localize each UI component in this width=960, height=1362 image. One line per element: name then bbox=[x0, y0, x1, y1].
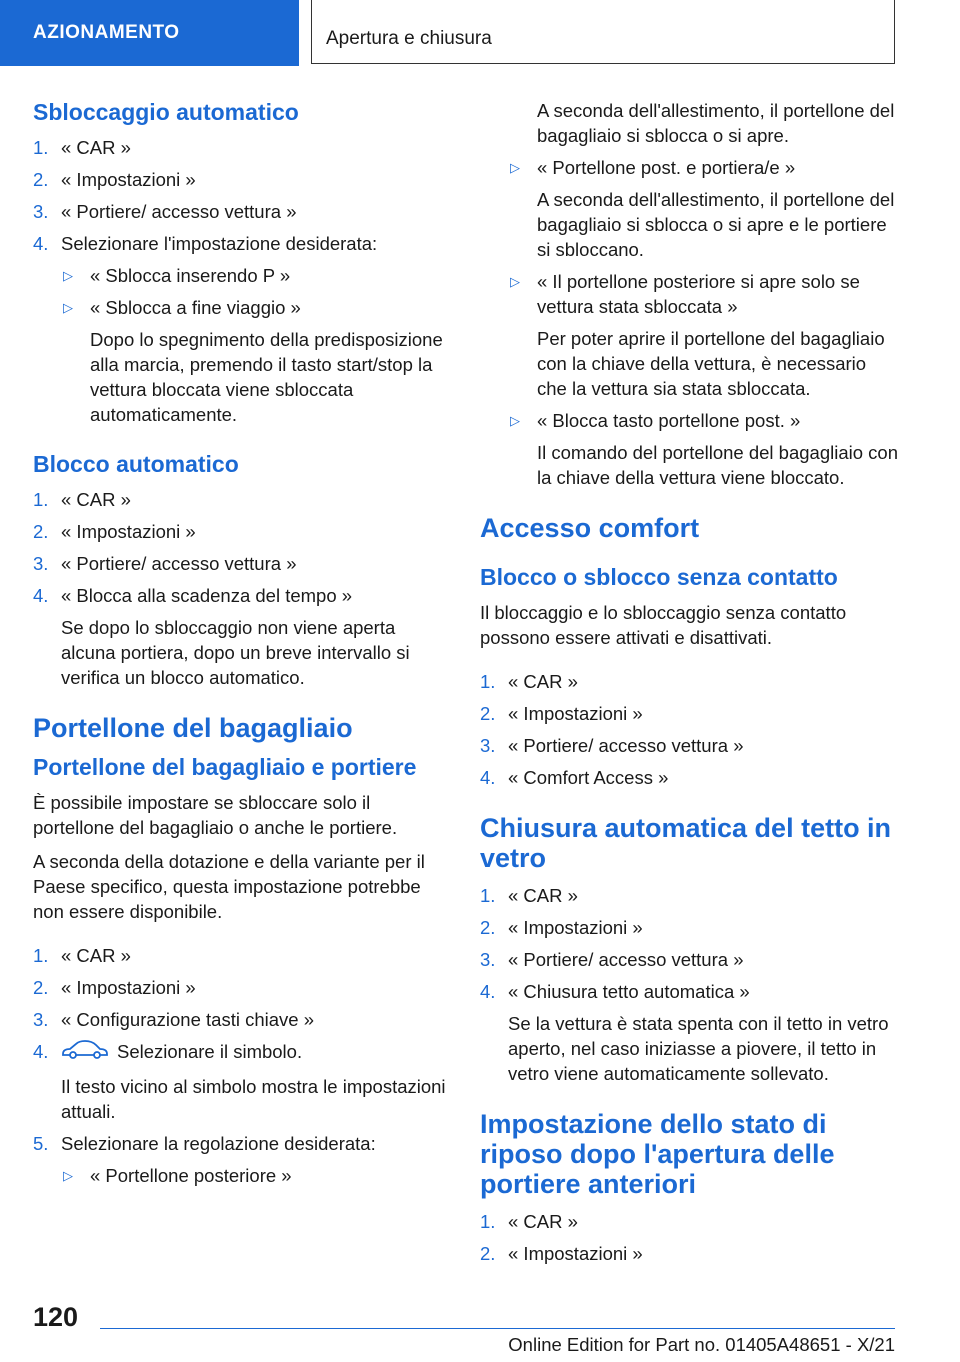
step-text: « Configurazione tasti chiave » bbox=[61, 1009, 314, 1030]
heading-portellone: Portellone del bagagliaio bbox=[33, 713, 353, 743]
list-item bbox=[33, 1131, 451, 1156]
list-number: 1. bbox=[33, 945, 49, 966]
option-note: A seconda dell'allestimento, il portellone del bagagliaio si sblocca o si apre. bbox=[537, 100, 895, 146]
heading-accesso-comfort: Accesso comfort bbox=[480, 513, 700, 543]
list-number: 1. bbox=[480, 1211, 496, 1232]
triangle-icon: ▷ bbox=[510, 160, 520, 175]
option-note: A seconda dell'allestimento, il portellone del bagagliaio si sblocca o si apre e le portiere si sbloccano. bbox=[537, 189, 895, 260]
option-item bbox=[480, 408, 898, 433]
step-text: « Impostazioni » bbox=[508, 1243, 643, 1264]
step-text: « Portiere/ accesso vettura » bbox=[508, 735, 744, 756]
list-number: 3. bbox=[33, 201, 49, 222]
option-text: « Sblocca a fine viaggio » bbox=[90, 297, 301, 318]
list-number: 1. bbox=[33, 489, 49, 510]
chapter-title: Apertura e chiusura bbox=[311, 0, 895, 64]
subheading-senza-contatto: Blocco o sblocco senza contatto bbox=[480, 564, 838, 590]
list-number: 3. bbox=[480, 735, 496, 756]
list-number: 2. bbox=[480, 917, 496, 938]
list-item bbox=[480, 669, 898, 694]
list-item bbox=[33, 135, 451, 160]
list-item bbox=[33, 231, 451, 256]
list-number: 2. bbox=[33, 521, 49, 542]
heading-sbloccaggio: Sbloccaggio automatico bbox=[33, 99, 299, 125]
list-number: 3. bbox=[480, 949, 496, 970]
step-text: « Impostazioni » bbox=[508, 703, 643, 724]
left-column bbox=[33, 98, 451, 1195]
step-note: Il testo vicino al simbolo mostra le impostazioni attuali. bbox=[61, 1076, 446, 1123]
list-item bbox=[33, 519, 451, 544]
option-item bbox=[480, 269, 898, 319]
list-item bbox=[480, 883, 898, 908]
step-text: « Portiere/ accesso vettura » bbox=[61, 201, 297, 222]
step-note: Se dopo lo sbloccaggio non viene aperta alcuna portiera, dopo un breve intervallo si verifica un blocco automatico. bbox=[61, 617, 410, 688]
section-tab: AZIONAMENTO bbox=[0, 0, 299, 66]
list-number: 4. bbox=[480, 981, 496, 1002]
list-number: 4. bbox=[33, 585, 49, 606]
triangle-icon: ▷ bbox=[510, 274, 520, 289]
option-item bbox=[480, 155, 898, 180]
list-item bbox=[480, 1209, 898, 1234]
list-number: 4. bbox=[480, 767, 496, 788]
list-number: 3. bbox=[33, 553, 49, 574]
step-text: « Portiere/ accesso vettura » bbox=[508, 949, 744, 970]
step-text: « Comfort Access » bbox=[508, 767, 669, 788]
paragraph: A seconda della dotazione e della variante per il Paese specifico, questa impostazione potrebbe non essere disponibile. bbox=[33, 851, 425, 922]
triangle-icon: ▷ bbox=[63, 1168, 73, 1184]
triangle-icon: ▷ bbox=[510, 413, 520, 428]
list-item bbox=[480, 701, 898, 726]
option-text: « Sblocca inserendo P » bbox=[90, 265, 291, 286]
step-text: Selezionare l'impostazione desiderata: bbox=[61, 233, 378, 254]
list-item bbox=[480, 915, 898, 940]
option-item bbox=[33, 1163, 451, 1188]
step-text: « CAR » bbox=[61, 945, 131, 966]
list-number: 4. bbox=[33, 233, 49, 254]
list-item bbox=[480, 765, 898, 790]
step-text: « CAR » bbox=[508, 671, 578, 692]
option-note: Il comando del portellone del bagagliaio con la chiave della vettura viene bloccato. bbox=[537, 442, 899, 488]
step-text: « Portiere/ accesso vettura » bbox=[61, 553, 297, 574]
paragraph: Il bloccaggio e lo sbloccaggio senza contatto possono essere attivati e disattivati. bbox=[480, 602, 847, 648]
paragraph: È possibile impostare se sbloccare solo il portellone del bagagliaio o anche le portiere. bbox=[33, 792, 398, 838]
list-item bbox=[33, 975, 451, 1000]
list-number: 1. bbox=[480, 885, 496, 906]
step-text: « Impostazioni » bbox=[61, 521, 196, 542]
step-text: « Impostazioni » bbox=[61, 169, 196, 190]
list-item bbox=[480, 1241, 898, 1266]
heading-stato-riposo: Impostazione dello stato di riposo dopo l'apertura delle portiere anteriori bbox=[480, 1109, 835, 1199]
option-text: « Portellone posteriore » bbox=[90, 1165, 292, 1187]
list-number: 2. bbox=[33, 977, 49, 998]
step-text: « CAR » bbox=[508, 885, 578, 906]
step-text: Selezionare la regolazione desiderata: bbox=[61, 1133, 376, 1155]
step-text: « CAR » bbox=[508, 1211, 578, 1232]
option-text: « Portellone post. e portiera/e » bbox=[537, 157, 796, 178]
list-item bbox=[33, 167, 451, 192]
option-item bbox=[33, 263, 451, 288]
list-item bbox=[480, 733, 898, 758]
list-number: 5. bbox=[33, 1133, 49, 1155]
step-text: « Chiusura tetto automatica » bbox=[508, 981, 750, 1002]
step-text: « CAR » bbox=[61, 137, 131, 158]
list-number: 1. bbox=[33, 137, 49, 158]
list-item bbox=[33, 487, 451, 512]
list-number: 4. bbox=[33, 1041, 49, 1062]
list-item bbox=[33, 1007, 451, 1032]
list-number: 2. bbox=[33, 169, 49, 190]
list-number: 1. bbox=[480, 671, 496, 692]
list-item bbox=[480, 947, 898, 972]
list-item bbox=[480, 979, 898, 1004]
option-text: « Il portellone posteriore si apre solo se vettura stata sbloccata » bbox=[537, 271, 860, 317]
list-number: 2. bbox=[480, 703, 496, 724]
step-text: « Impostazioni » bbox=[61, 977, 196, 998]
heading-chiusura-tetto: Chiusura automatica del tetto in vetro bbox=[480, 813, 892, 873]
step-text: « CAR » bbox=[61, 489, 131, 510]
list-number: 2. bbox=[480, 1243, 496, 1264]
step-text: « Blocca alla scadenza del tempo » bbox=[61, 585, 353, 606]
option-item bbox=[33, 295, 451, 320]
list-item bbox=[33, 583, 451, 608]
car-icon bbox=[61, 1039, 109, 1067]
list-item bbox=[33, 1039, 451, 1067]
triangle-icon: ▷ bbox=[63, 300, 73, 315]
heading-blocco: Blocco automatico bbox=[33, 451, 239, 477]
list-item bbox=[33, 199, 451, 224]
list-item bbox=[33, 943, 451, 968]
page-header bbox=[0, 0, 960, 66]
footer-edition: Online Edition for Part no. 01405A48651 - X/21 bbox=[508, 1334, 895, 1355]
step-text: « Impostazioni » bbox=[508, 917, 643, 938]
right-column bbox=[480, 98, 898, 1273]
step-note: Se la vettura è stata spenta con il tetto in vetro aperto, nel caso iniziasse a piovere, il tetto in vetro viene automaticamente sollevato. bbox=[508, 1013, 889, 1084]
triangle-icon: ▷ bbox=[63, 268, 73, 283]
option-note: Dopo lo spegnimento della predisposizione alla marcia, premendo il tasto start/stop la vettura bloccata viene sbloccata automaticamente. bbox=[90, 329, 443, 425]
step-text: Selezionare il simbolo. bbox=[117, 1041, 303, 1062]
page-number: 120 bbox=[33, 1302, 79, 1332]
option-text: « Blocca tasto portellone post. » bbox=[537, 410, 801, 431]
footer-divider bbox=[100, 1328, 895, 1329]
option-note: Per poter aprire il portellone del bagagliaio con la chiave della vettura, è necessario che la vettura sia stata sbloccata. bbox=[537, 328, 885, 399]
list-item bbox=[33, 551, 451, 576]
list-number: 3. bbox=[33, 1009, 49, 1030]
subheading-portellone-portiere: Portellone del bagagliaio e portiere bbox=[33, 754, 417, 780]
